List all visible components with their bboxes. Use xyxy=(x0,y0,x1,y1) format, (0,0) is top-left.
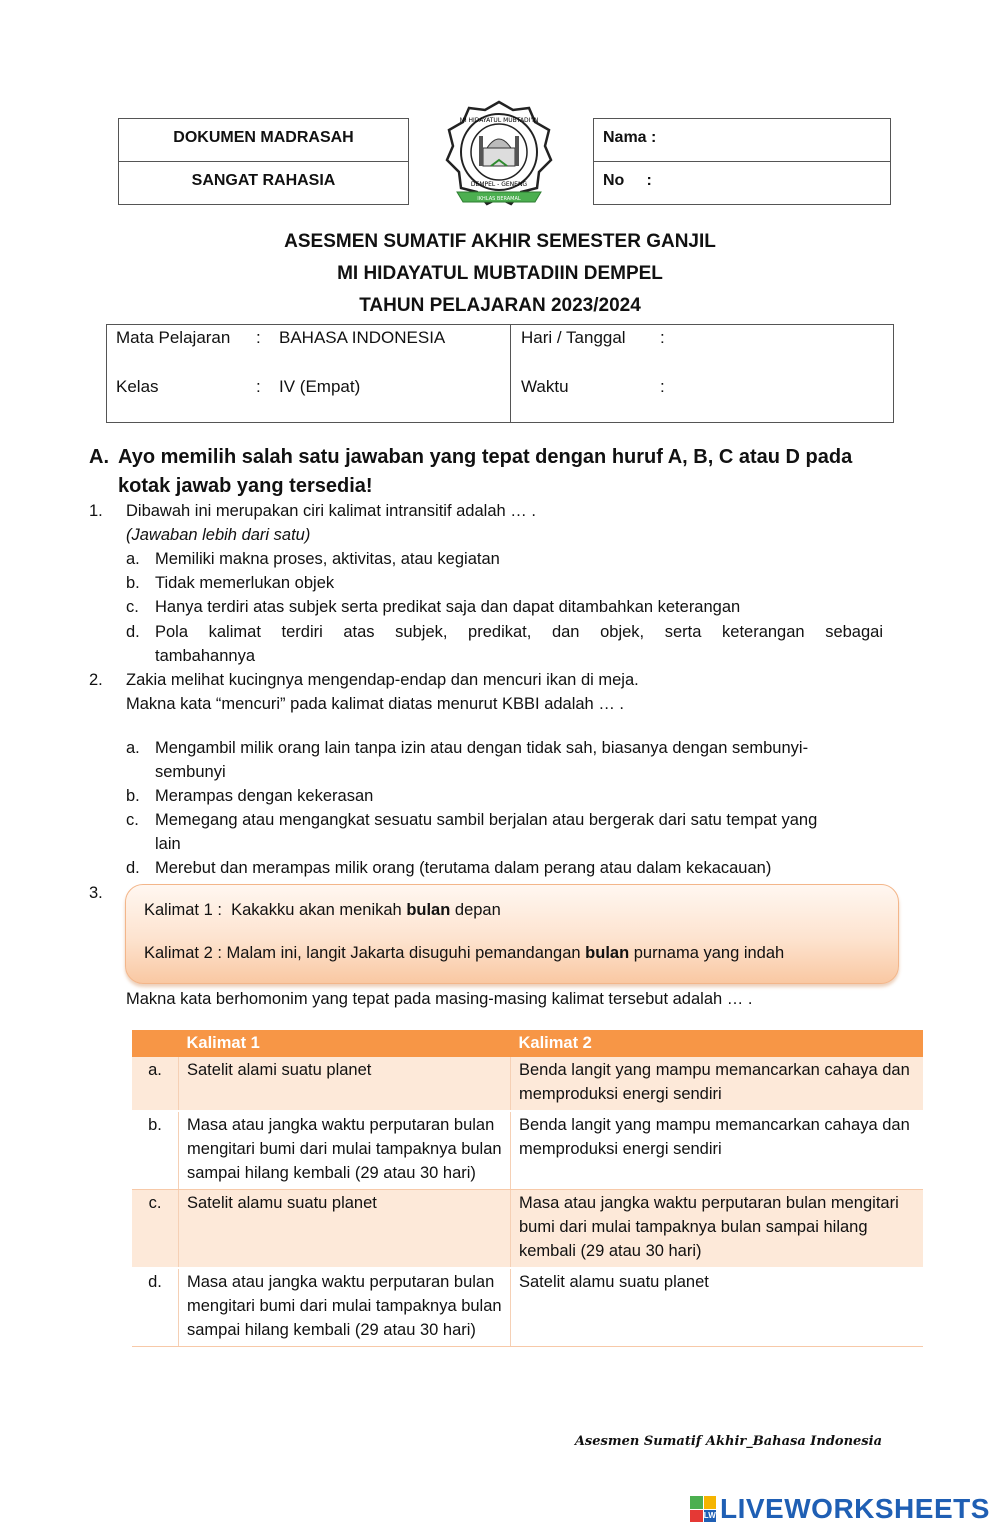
q2-option-b-letter[interactable]: b. xyxy=(126,787,140,805)
q1-option-d-text[interactable]: Pola kalimat terdiri atas subjek, predikat, dan objek, serta keterangan sebagai xyxy=(155,623,883,641)
option-letter: c. xyxy=(132,1190,179,1269)
q1-option-c-letter[interactable]: c. xyxy=(126,598,139,616)
q1-number: 1. xyxy=(89,502,103,520)
logo-text-top: MI HIDAYATUL MUBTADI'IN xyxy=(459,117,539,124)
kalimat-1-suffix: depan xyxy=(450,901,501,919)
table-row[interactable] xyxy=(132,1268,923,1347)
q2-number: 2. xyxy=(89,671,103,689)
table-row[interactable] xyxy=(132,1190,923,1269)
q3-options-table xyxy=(132,1030,923,1347)
kalimat-2-prefix: Kalimat 2 : Malam ini, langit Jakarta disuguhi pemandangan xyxy=(144,944,586,962)
q3-number: 3. xyxy=(89,884,103,902)
table-row[interactable] xyxy=(132,1111,923,1190)
q2-option-a-letter[interactable]: a. xyxy=(126,739,140,757)
option-kalimat1: Satelit alami suatu planet xyxy=(179,1057,511,1111)
waktu-label: Waktu xyxy=(521,377,569,396)
option-kalimat1: Masa atau jangka waktu perputaran bulan mengitari bumi dari mulai tampaknya bulan sampai hilang kembali (29 atau 30 hari) xyxy=(179,1268,511,1347)
kelas-label: Kelas xyxy=(116,377,159,396)
q2-option-d-letter[interactable]: d. xyxy=(126,859,140,877)
q1-option-a-letter[interactable]: a. xyxy=(126,550,140,568)
table-header-kalimat1: Kalimat 1 xyxy=(179,1030,511,1057)
section-a-line1: Ayo memilih salah satu jawaban yang tepat dengan huruf A, B, C atau D pada xyxy=(118,446,853,468)
title-line2: MI HIDAYATUL MUBTADIIN DEMPEL xyxy=(337,263,663,284)
q1-note: (Jawaban lebih dari satu) xyxy=(126,526,311,544)
q1-option-a-text[interactable]: Memiliki makna proses, aktivitas, atau kegiatan xyxy=(155,550,500,568)
table-header-kalimat2: Kalimat 2 xyxy=(511,1030,924,1057)
madrasah-seal-icon xyxy=(443,100,555,208)
option-letter: a. xyxy=(132,1057,179,1111)
section-a-marker: A. xyxy=(89,446,109,468)
logo-tile-blue: LW xyxy=(704,1510,717,1523)
footer-caption: Asesmen Sumatif Akhir_Bahasa Indonesia xyxy=(574,1434,882,1449)
q2-option-c-text-cont[interactable]: lain xyxy=(155,835,181,853)
q2-option-a-text-cont[interactable]: sembunyi xyxy=(155,763,226,781)
logo-tile-yellow xyxy=(704,1496,717,1509)
section-a-line2: kotak jawab yang tersedia! xyxy=(118,475,373,497)
hari-colon: : xyxy=(660,328,665,347)
q1-option-b-letter[interactable]: b. xyxy=(126,574,140,592)
table-header-letter xyxy=(132,1030,179,1057)
q1-option-d-letter[interactable]: d. xyxy=(126,623,140,641)
kalimat-1-bold: bulan xyxy=(406,901,451,919)
q2-option-c-text[interactable]: Memegang atau mengangkat sesuatu sambil berjalan atau bergerak dari satu tempat yang xyxy=(155,811,818,829)
option-kalimat2: Satelit alamu suatu planet xyxy=(511,1268,924,1347)
dokumen-madrasah-label: DOKUMEN MADRASAH xyxy=(173,129,354,146)
hari-label: Hari / Tanggal xyxy=(521,328,626,347)
option-kalimat2: Benda langit yang mampu memancarkan cahaya dan memproduksi energi sendiri xyxy=(511,1057,924,1111)
option-kalimat2: Benda langit yang mampu memancarkan cahaya dan memproduksi energi sendiri xyxy=(511,1111,924,1190)
nama-label: Nama : xyxy=(603,129,657,146)
waktu-colon: : xyxy=(660,377,665,396)
q1-option-c-text[interactable]: Hanya terdiri atas subjek serta predikat saja dan dapat ditambahkan keterangan xyxy=(155,598,741,616)
logo-text-bottom: DEMPEL - GENENG xyxy=(470,181,528,188)
q1-option-b-text[interactable]: Tidak memerlukan objek xyxy=(155,574,335,592)
q2-option-a-text[interactable]: Mengambil milik orang lain tanpa izin atau dengan tidak sah, biasanya dengan sembunyi- xyxy=(155,739,809,757)
q3-question: Makna kata berhomonim yang tepat pada masing-masing kalimat tersebut adalah … . xyxy=(126,990,753,1008)
kalimat-2-suffix: purnama yang indah xyxy=(629,944,785,962)
kalimat-1-prefix: Kalimat 1 : Kakakku akan menikah xyxy=(144,901,407,919)
table-row[interactable] xyxy=(132,1057,923,1111)
mapel-value: BAHASA INDONESIA xyxy=(279,328,446,347)
info-divider xyxy=(510,324,511,423)
kelas-colon: : xyxy=(256,377,261,396)
mapel-colon: : xyxy=(256,328,261,347)
nomor-label: No : xyxy=(603,172,652,189)
q1-text: Dibawah ini merupakan ciri kalimat intransitif adalah … . xyxy=(126,502,536,520)
table-header-row xyxy=(132,1030,923,1057)
logo-tile-red xyxy=(690,1510,703,1523)
option-kalimat1: Masa atau jangka waktu perputaran bulan mengitari bumi dari mulai tampaknya bulan sampai hilang kembali (29 atau 30 hari) xyxy=(179,1111,511,1190)
q1-option-d-text-cont[interactable]: tambahannya xyxy=(155,647,255,665)
title-line1: ASESMEN SUMATIF AKHIR SEMESTER GANJIL xyxy=(284,231,716,252)
kalimat-2-bold: bulan xyxy=(585,944,630,962)
option-letter: d. xyxy=(132,1268,179,1347)
q2-option-b-text[interactable]: Merampas dengan kekerasan xyxy=(155,787,374,805)
liveworksheets-logo-icon xyxy=(690,1496,716,1522)
option-kalimat1: Satelit alamu suatu planet xyxy=(179,1190,511,1269)
liveworksheets-brand[interactable] xyxy=(690,1492,990,1526)
q2-text2: Makna kata “mencuri” pada kalimat diatas menurut KBBI adalah … . xyxy=(126,695,624,713)
logo-ribbon-text: IKHLAS BERAMAL xyxy=(477,196,521,202)
kelas-value: IV (Empat) xyxy=(279,377,361,396)
q2-option-d-text[interactable]: Merebut dan merampas milik orang (terutama dalam perang atau dalam kekacauan) xyxy=(155,859,772,877)
q2-option-c-letter[interactable]: c. xyxy=(126,811,139,829)
kalimat-1 xyxy=(144,898,501,922)
sangat-rahasia-label: SANGAT RAHASIA xyxy=(191,172,336,189)
mapel-label: Mata Pelajaran xyxy=(116,328,231,347)
kalimat-2 xyxy=(144,941,784,965)
title-line3: TAHUN PELAJARAN 2023/2024 xyxy=(359,295,641,316)
option-letter: b. xyxy=(132,1111,179,1190)
liveworksheets-wordmark: LIVEWORKSHEETS xyxy=(720,1493,990,1524)
madrasah-logo xyxy=(443,100,555,208)
q2-text: Zakia melihat kucingnya mengendap-endap dan mencuri ikan di meja. xyxy=(126,671,639,689)
logo-tile-green xyxy=(690,1496,703,1509)
option-kalimat2: Masa atau jangka waktu perputaran bulan mengitari bumi dari mulai tampaknya bulan sampai hilang kembali (29 atau 30 hari) xyxy=(511,1190,924,1269)
